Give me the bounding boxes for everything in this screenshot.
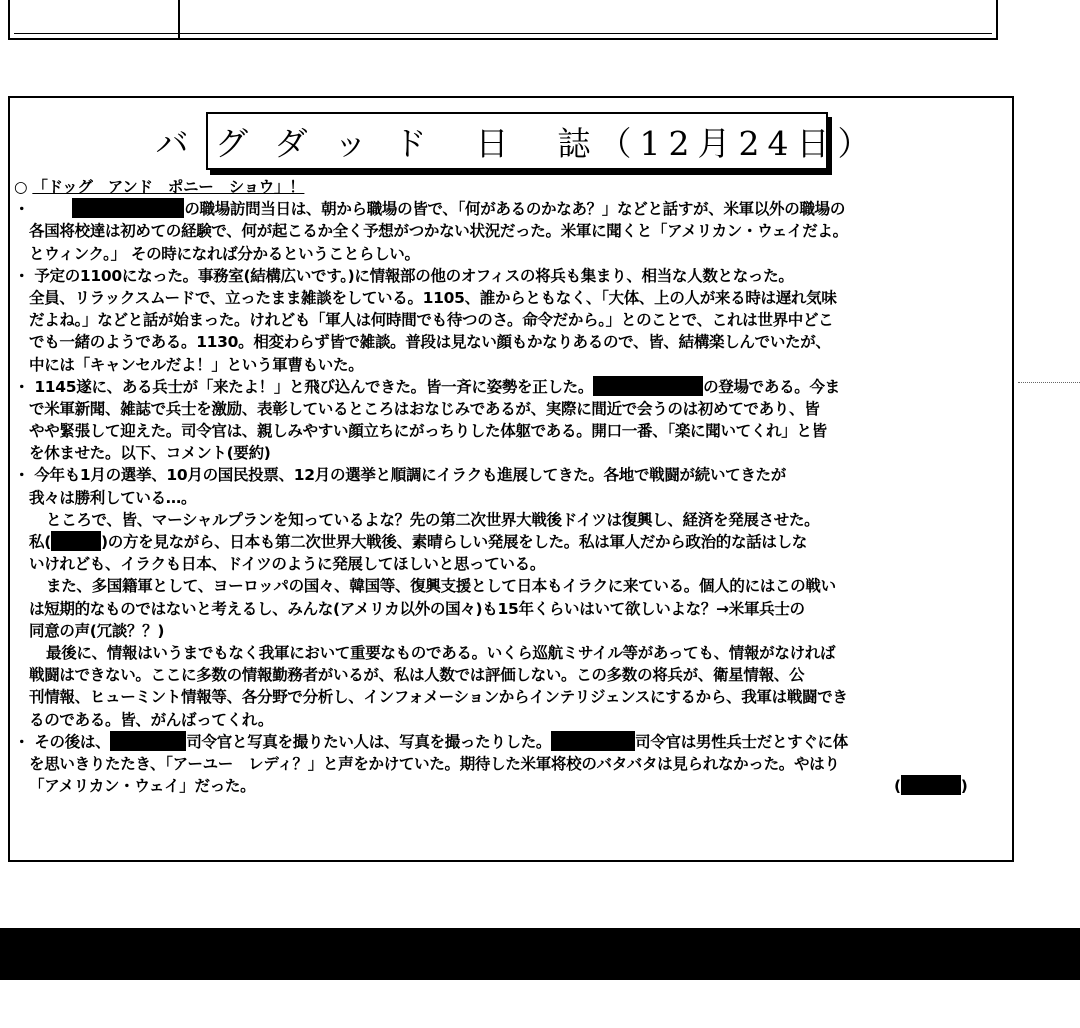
circle-marker: ○: [14, 178, 28, 196]
text-line: を思いきりたたき、「アーユー レディ？」と声をかけていた。期待した米軍将校のバタバタは見られなかった。やはり: [29, 754, 840, 773]
text-line: ところで、皆、マーシャルプランを知っているよな？先の第二次世界大戦後ドイツは復興し、経済を発展させた。: [46, 510, 820, 529]
text-line: 同意の声(冗談？？): [29, 621, 165, 640]
article-body: [14, 176, 1009, 797]
bullet-marker: ・: [14, 732, 30, 751]
redaction-block: [901, 775, 961, 795]
redaction-block: [110, 731, 186, 751]
text-line: は短期的なものではないと考えるし、みんな(アメリカ以外の国々)も15年くらいはいて欲しいよな？→米軍兵士の: [29, 599, 805, 618]
text-line: 司令官と写真を撮りたい人は、写真を撮ったりした。: [186, 732, 552, 751]
text-line: いけれども、イラクも日本、ドイツのように発展してほしいと思っている。: [29, 555, 546, 574]
title-frame: [155, 112, 879, 170]
text-line: また、多国籍軍として、ヨーロッパの国々、韓国等、復興支援として日本もイラクに来ている。個人的にはこの戦い: [46, 577, 836, 596]
text-line: )の方を見ながら、日本も第二次世界大戦後、素晴らしい発展をした。私は軍人だから政治的な話はしな: [100, 533, 807, 551]
paragraph-5-line-1: [14, 731, 1009, 753]
diary-article: [8, 96, 1014, 862]
text-line: とウィンク。」 その時になれば分かるということらしい。: [29, 244, 420, 263]
bullet-marker: ・: [14, 200, 30, 219]
text-line: 各国将校達は初めての経験で、何が起こるか全く予想がつかない状況だった。米軍に聞くと「アメリカン・ウェイだよ。: [29, 222, 848, 241]
text-line: で米軍新聞、雑誌で兵士を激励、表彰しているところはおなじみであるが、実際に間近で会うのは初めてであり、皆: [29, 399, 820, 418]
redaction-block: [72, 198, 184, 218]
text-line: の職場訪問当日は、朝から職場の皆で、「何があるのかなあ？」などと話すが、米軍以外の職場の: [184, 200, 846, 219]
bullet-marker: ・: [14, 377, 30, 396]
paragraph-1-line-1: [14, 198, 1009, 220]
text-line: の登場である。今ま: [703, 377, 840, 396]
text-line: 「アメリカン・ウェイ」だった。: [29, 777, 256, 796]
redaction-block: [551, 731, 635, 751]
page-title: バ グ ダ ッ ド 日 誌（12月24日）: [155, 123, 879, 163]
section-heading: [14, 176, 1009, 198]
text-line: その後は、: [34, 732, 111, 751]
text-line: を休ませた。以下、コメント(要約): [29, 444, 271, 463]
author-signature: [894, 775, 968, 797]
paragraph-5-line-3: [14, 775, 1009, 797]
text-line: 私(: [29, 533, 51, 551]
scan-black-band: [0, 928, 1080, 980]
text-line: 今年も1月の選挙、10月の国民投票、12月の選挙と順調にイラクも進展してきた。各地で戦闘が続いてきたが: [34, 466, 786, 485]
bullet-marker: ・: [14, 466, 30, 485]
text-line: 司令官は男性兵士だとすぐに体: [635, 732, 848, 751]
text-line: 1145遂に、ある兵士が「来たよ！」と飛び込んできた。皆一斉に姿勢を正した。: [34, 377, 594, 396]
paragraph-4-line-1: [14, 464, 1009, 486]
paragraph-4-line-4: [14, 531, 1009, 553]
text-line: やや緊張して迎えた。司令官は、親しみやすい顔立ちにがっちりした体躯である。開口一番、「楽に聞いてくれ」と皆: [29, 422, 827, 441]
signature-close-paren: ): [960, 777, 968, 796]
paragraph-3-line-1: [14, 376, 1009, 398]
heading-text: 「ドッグ アンド ポニー ショウ」！: [32, 178, 305, 196]
signature-open-paren: (: [894, 777, 901, 796]
previous-section-frame: [8, 0, 998, 40]
text-line: だよね。」などと話が始まった。けれども「軍人は何時間でも待つのさ。命令だから。」とのことで、これは世界中どこ: [29, 311, 834, 330]
text-line: 最後に、情報はいうまでもなく我軍において重要なものである。いくら巡航ミサイル等があっても、情報がなければ: [46, 643, 836, 662]
redaction-block: [51, 531, 101, 551]
paragraph-2-line-1: [14, 265, 1009, 287]
text-line: 戦闘はできない。ここに多数の情報勤務者がいるが、私は人数では評価しない。この多数の将兵が、衛星情報、公: [29, 666, 805, 685]
stray-dotted-line: [1018, 382, 1080, 383]
bullet-marker: ・: [14, 266, 30, 285]
text-line: 全員、リラックスムードで、立ったまま雑談をしている。1105、誰からともなく、「大体、上の人が来る時は遅れ気味: [29, 288, 837, 307]
text-line: 我々は勝利している…。: [29, 488, 197, 507]
text-line: るのである。皆、がんばってくれ。: [29, 710, 274, 729]
text-line: 刊情報、ヒューミント情報等、各分野で分析し、インフォメーションからインテリジェンスにするから、我軍は戦闘でき: [29, 688, 848, 707]
table-bottom-rule: [14, 33, 992, 34]
redaction-block: [593, 376, 703, 396]
text-line: でも一緒のようである。1130。相変わらず皆で雑談。普段は見ない顔もかなりあるので、皆、結構楽しんでいたが、: [29, 333, 831, 352]
text-line: 中には「キャンセルだよ！」という軍曹もいた。: [29, 355, 364, 374]
text-line: 予定の1100になった。事務室(結構広いです。)に情報部の他のオフィスの将兵も集まり、相当な人数となった。: [34, 266, 794, 285]
